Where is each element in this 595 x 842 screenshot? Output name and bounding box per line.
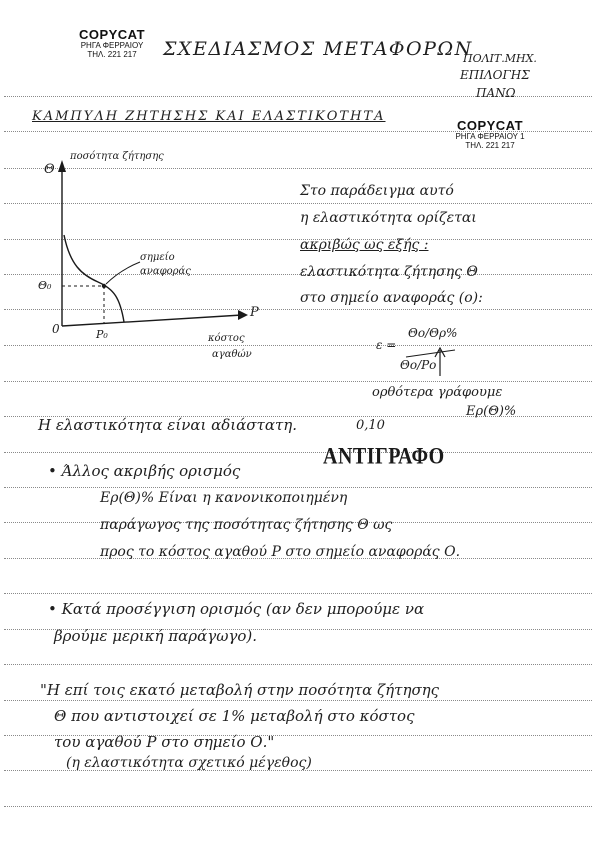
author-line: ΠΑΝΩ	[476, 86, 516, 100]
quote-line: "Η επί τοις εκατό μεταβολή στην ποσότητα ζήτησης	[40, 681, 440, 699]
origin-label: 0	[52, 322, 60, 336]
text-line: η ελαστικότητα ορίζεται	[300, 210, 477, 226]
stamp-address: ΡΗΓΑ ΦΕΡΡΑΙΟΥ 1	[455, 132, 525, 141]
text-line: βρούμε μερική παράγωγο).	[54, 627, 258, 645]
quote-line: (η ελαστικότητα σχετικό μέγεθος)	[66, 755, 312, 771]
text-line: προς το κόστος αγαθού P στο σημείο αναφοράς Ο.	[100, 544, 461, 560]
author-line: ΕΠΙΛΟΓΗΣ	[460, 68, 530, 82]
value-label: 0,10	[356, 418, 385, 433]
document-title: ΣΧΕΔΙΑΣΜΟΣ ΜΕΤΑΦΟΡΩΝ	[163, 38, 473, 60]
reference-point	[102, 284, 106, 288]
bullet-heading: • Κατά προσέγγιση ορισμός (αν δεν μπορούμε να	[48, 600, 425, 618]
stamp-phone: ΤΗΛ. 221 217	[87, 50, 137, 59]
fraction-bar	[406, 350, 455, 357]
text-line: ελαστικότητα ζήτησης Θ	[300, 264, 478, 280]
text-line: Στο παράδειγμα αυτό	[300, 183, 454, 199]
quote-line: του αγαθού P στο σημείο Ο."	[54, 733, 275, 751]
x-axis-symbol: P	[250, 305, 259, 320]
text-line: Ερ(Θ)% Είναι η κανονικοποιημένη	[100, 490, 348, 506]
author-line: ΠΟΛΙΤ.ΜΗΧ.	[463, 52, 537, 65]
text-line: Η ελαστικότητα είναι αδιάστατη.	[38, 416, 298, 434]
demand-curve	[64, 235, 124, 322]
bullet-heading: • Άλλος ακριβής ορισμός	[48, 462, 241, 480]
pointer-line	[106, 262, 140, 284]
y-axis-symbol: Θ	[44, 162, 55, 177]
copy-stamp: ΑΝΤΙΓΡΑΦΟ	[323, 444, 445, 470]
formula-numerator: Θο/Θρ%	[408, 326, 458, 340]
y-axis-label: ποσότητα ζήτησης	[70, 151, 164, 162]
stamp-phone: ΤΗΛ. 221 217	[465, 141, 515, 150]
x-axis-label: κόστος	[208, 333, 245, 344]
x-axis-label: αγαθών	[212, 349, 252, 360]
quote-line: Θ που αντιστοιχεί σε 1% μεταβολή στο κόστος	[54, 707, 415, 725]
x-tick-label: P₀	[96, 328, 108, 341]
x-axis	[62, 315, 242, 326]
text-line: παράγωγος της ποσότητας ζήτησης Θ ως	[100, 517, 393, 533]
arrow-note-formula: Ερ(Θ)%	[466, 404, 517, 419]
formula-denominator: Θο/Ρο	[400, 358, 437, 372]
stamp-brand: COPYCAT	[78, 27, 146, 42]
arrow-note: ορθότερα γράφουμε	[372, 385, 503, 400]
text-line: στο σημείο αναφοράς (ο):	[300, 290, 483, 306]
section-title: ΚΑΜΠΥΛΗ ΖΗΤΗΣΗΣ ΚΑΙ ΕΛΑΣΤΙΚΟΤΗΤΑ	[32, 109, 386, 124]
y-tick-label: Θ₀	[38, 279, 52, 292]
formula-lhs: ε =	[376, 338, 397, 352]
reference-point-label: σημείο	[140, 252, 175, 263]
stamp-address: ΡΗΓΑ ΦΕΡΡΑΙΟΥ	[80, 41, 144, 50]
x-axis-arrow	[238, 310, 248, 320]
text-line: ακριβώς ως εξής :	[300, 237, 429, 253]
reference-point-label: αναφοράς	[140, 266, 191, 277]
y-axis-arrow	[58, 160, 66, 172]
stamp-brand: COPYCAT	[456, 118, 524, 133]
